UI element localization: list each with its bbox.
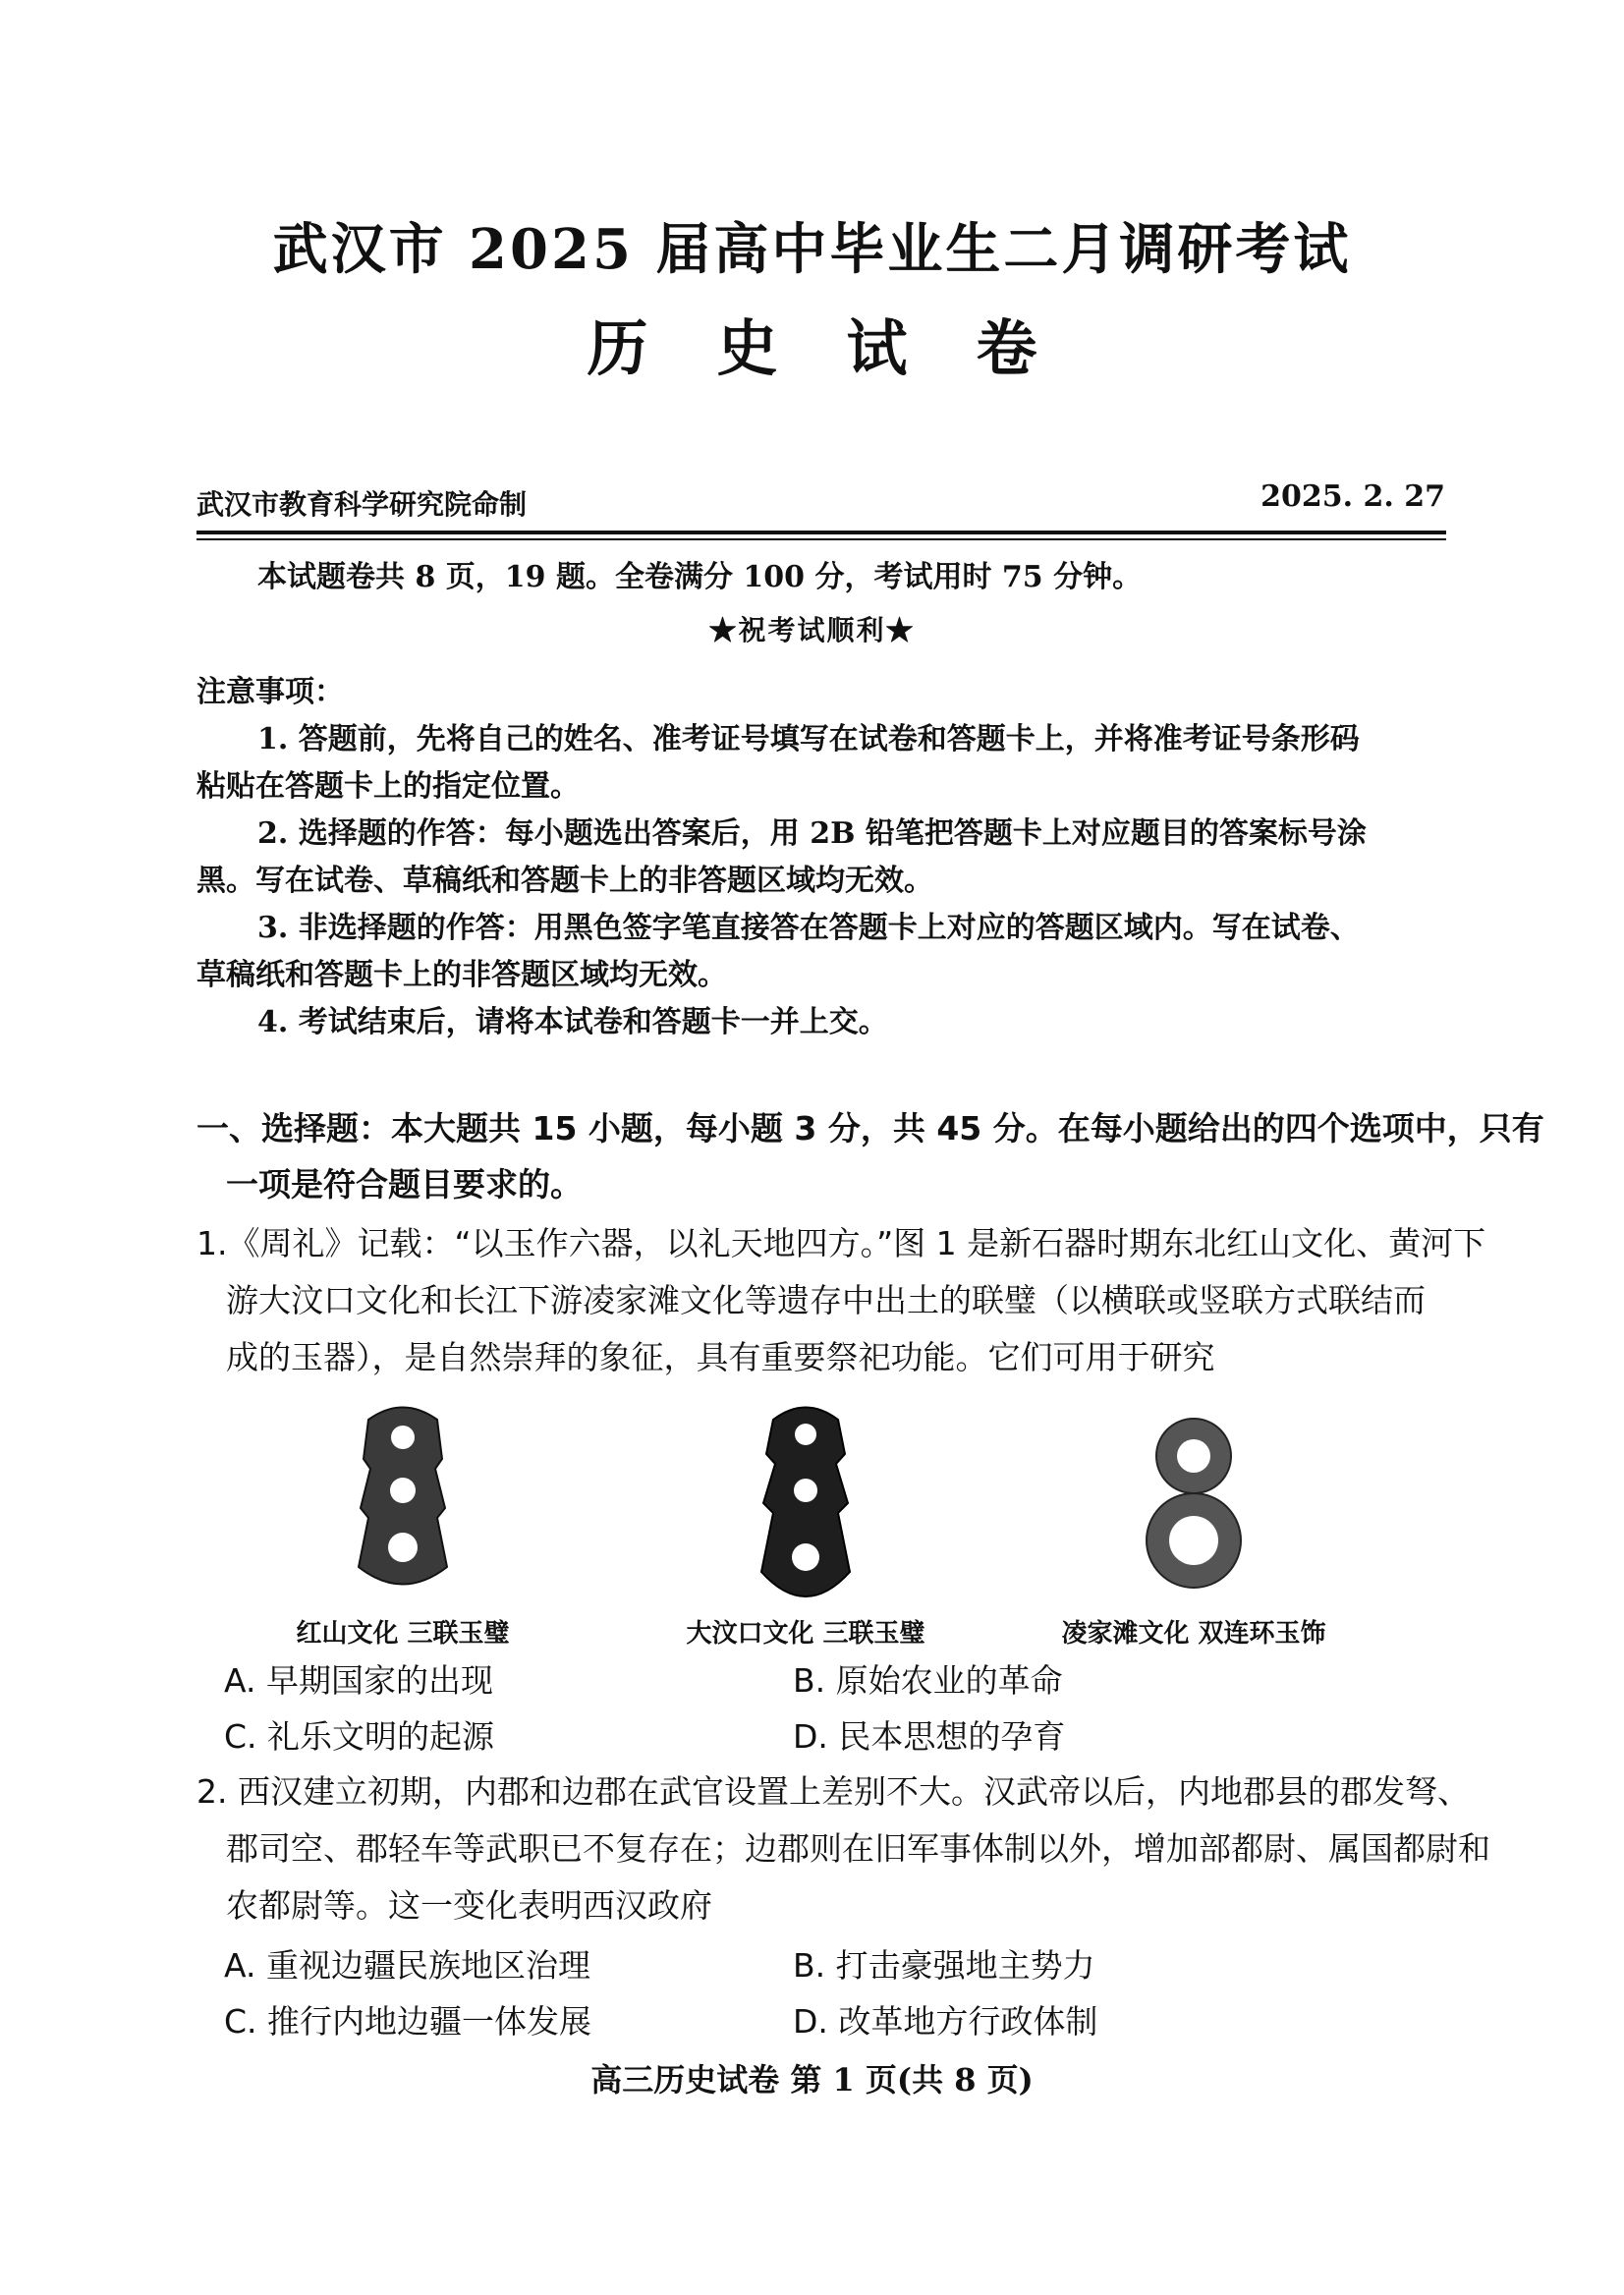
subject-title: 历史试卷 [587,312,1106,384]
hongshan-jade-image [349,1400,457,1606]
exam-summary: 本试题卷共 8 页，19 题。全卷满分 100 分，考试用时 75 分钟。 [257,560,1143,594]
note-line: 3. 非选择题的作答：用黑色签字笔直接答在答题卡上对应的答题区域内。写在试卷、 [257,911,1360,945]
q1-option-a: A. 早期国家的出现 [224,1661,493,1700]
section-heading-cont: 一项是符合题目要求的。 [226,1165,583,1203]
q2-option-a: A. 重视边疆民族地区治理 [224,1946,590,1985]
exam-title: 武汉市 2025 届高中毕业生二月调研考试 [272,217,1352,282]
header-rule-thin [196,538,1446,540]
header-rule-thick [196,531,1446,534]
question-2-text: 2. 西汉建立初期，内郡和边郡在武官设置上差别不大。汉武帝以后，内地郡县的郡发弩、 [196,1772,1470,1811]
question-1-text: 1.《周礼》记载：“以玉作六器，以礼天地四方。”图 1 是新石器时期东北红山文化、黄河下 [196,1224,1486,1262]
question-2-text: 农都尉等。这一变化表明西汉政府 [226,1886,712,1925]
question-1-text: 成的玉器），是自然崇拜的象征，具有重要祭祀功能。它们可用于研究 [226,1338,1215,1376]
question-1-text: 游大汶口文化和长江下游凌家滩文化等遗存中出土的联璧（以横联或竖联方式联结而 [226,1281,1426,1319]
good-luck-wish: ★祝考试顺利★ [708,614,916,646]
note-line: 1. 答题前，先将自己的姓名、准考证号填写在试卷和答题卡上，并将准考证号条形码 [257,722,1360,756]
image-caption: 红山文化 三联玉璧 [296,1619,510,1649]
q2-option-c: C. 推行内地边疆一体发展 [224,2002,592,2041]
exam-date: 2025. 2. 27 [1260,479,1445,514]
q1-option-d: D. 民本思想的孕育 [793,1717,1066,1756]
q1-option-b: B. 原始农业的革命 [793,1661,1063,1700]
issuing-organization: 武汉市教育科学研究院命制 [196,488,528,521]
page-footer: 高三历史试卷 第 1 页(共 8 页) [590,2061,1034,2099]
note-line: 黑。写在试卷、草稿纸和答题卡上的非答题区域均无效。 [196,864,933,898]
note-line: 草稿纸和答题卡上的非答题区域均无效。 [196,958,727,992]
question-2-text: 郡司空、郡轻车等武职已不复存在；边郡则在旧军事体制以外，增加部都尉、属国都尉和 [226,1829,1490,1868]
section-heading: 一、选择题：本大题共 15 小题，每小题 3 分，共 45 分。在每小题给出的四个选项中，只有 [196,1109,1544,1148]
lingjiatan-jade-image [1140,1405,1248,1596]
q1-option-c: C. 礼乐文明的起源 [224,1717,495,1756]
note-line: 2. 选择题的作答：每小题选出答案后，用 2B 铅笔把答题卡上对应题目的答案标号涂 [257,816,1367,851]
image-caption: 大汶口文化 三联玉璧 [686,1619,925,1649]
q2-option-d: D. 改革地方行政体制 [793,2002,1098,2041]
q2-option-b: B. 打击豪强地主势力 [793,1946,1095,1985]
image-caption: 凌家滩文化 双连环玉饰 [1061,1619,1326,1649]
notes-heading: 注意事项： [196,675,344,709]
note-line: 粘贴在答题卡上的指定位置。 [196,769,580,804]
note-line: 4. 考试结束后，请将本试卷和答题卡一并上交。 [257,1005,888,1039]
dawenkou-jade-image [752,1400,860,1621]
